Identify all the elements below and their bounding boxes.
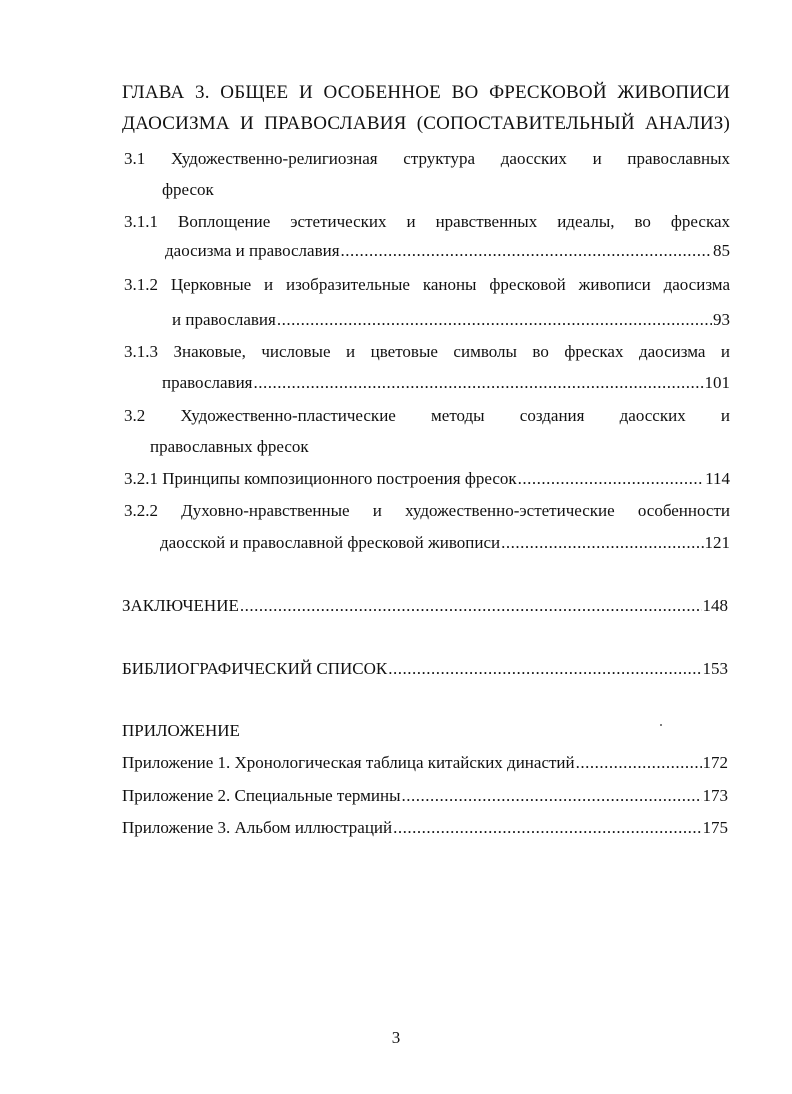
toc-entry-3-1-3 bbox=[162, 372, 730, 394]
toc-section-3-2-2-line-1: 3.2.2 Духовно-нравственные и художественно-эстетические особенности bbox=[124, 501, 730, 520]
toc-entry-conclusion bbox=[122, 595, 728, 617]
toc-page-number: 85 bbox=[713, 241, 730, 260]
chapter-title-line-2: ДАОСИЗМА И ПРАВОСЛАВИЯ (СОПОСТАВИТЕЛЬНЫЙ АНАЛИЗ) bbox=[122, 113, 730, 134]
toc-entry-label: Приложение 3. Альбом иллюстраций bbox=[122, 818, 393, 837]
toc-entry-label: и православия bbox=[172, 310, 276, 329]
scan-speck bbox=[660, 724, 662, 726]
toc-section-3-1-3-line-1: 3.1.3 Знаковые, числовые и цветовые символы во фресках даосизма и bbox=[124, 342, 730, 361]
toc-section-3-1-line-1: 3.1 Художественно-религиозная структура даосских и православных bbox=[124, 149, 730, 168]
toc-entry-3-1-2 bbox=[172, 309, 730, 331]
toc-page-number: 173 bbox=[702, 786, 728, 805]
toc-section-3-1-1-line-1: 3.1.1 Воплощение эстетических и нравственных идеалы, во фресках bbox=[124, 212, 730, 231]
toc-entry-label: ЗАКЛЮЧЕНИЕ bbox=[122, 596, 239, 615]
toc-entry-label: даосской и православной фресковой живописи bbox=[160, 533, 501, 552]
toc-page-number: 101 bbox=[704, 373, 730, 392]
toc-entry-label: Приложение 2. Специальные термины bbox=[122, 786, 401, 805]
toc-section-3-1-line-2: фресок bbox=[162, 180, 214, 199]
leader-dots bbox=[501, 532, 703, 554]
leader-dots bbox=[254, 372, 704, 394]
toc-section-3-1-2-line-1: 3.1.2 Церковные и изобразительные каноны фресковой живописи даосизма bbox=[124, 275, 730, 294]
toc-page-number: 175 bbox=[702, 818, 728, 837]
toc-entry-3-1-1 bbox=[165, 240, 730, 262]
leader-dots bbox=[576, 752, 702, 774]
toc-section-3-2-line-2: православных фресок bbox=[150, 437, 309, 456]
toc-page-number: 93 bbox=[713, 310, 730, 329]
leader-dots bbox=[402, 785, 702, 807]
leader-dots bbox=[518, 468, 704, 490]
toc-page-number: 114 bbox=[705, 469, 730, 488]
toc-page-number: 153 bbox=[702, 659, 728, 678]
toc-entry-label: даосизма и православия bbox=[165, 241, 340, 260]
toc-page-number: 121 bbox=[704, 533, 730, 552]
leader-dots bbox=[277, 309, 712, 331]
chapter-title-line-1: ГЛАВА 3. ОБЩЕЕ И ОСОБЕННОЕ ВО ФРЕСКОВОЙ ЖИВОПИСИ bbox=[122, 82, 730, 103]
toc-entry-3-2-2 bbox=[160, 532, 730, 554]
toc-page-number: 148 bbox=[702, 596, 728, 615]
leader-dots bbox=[388, 658, 701, 680]
appendix-heading: ПРИЛОЖЕНИЕ bbox=[122, 721, 240, 740]
toc-entry-label: Приложение 1. Хронологическая таблица китайских династий bbox=[122, 753, 575, 772]
toc-entry-appendix-3 bbox=[122, 817, 728, 839]
toc-section-3-2-line-1: 3.2 Художественно-пластические методы создания даосских и bbox=[124, 406, 730, 425]
toc-entry-bibliography bbox=[122, 658, 728, 680]
toc-entry-appendix-2 bbox=[122, 785, 728, 807]
page-number: 3 bbox=[391, 1028, 401, 1047]
leader-dots bbox=[240, 595, 702, 617]
toc-entry-label: БИБЛИОГРАФИЧЕСКИЙ СПИСОК bbox=[122, 659, 388, 678]
toc-entry-3-2-1 bbox=[124, 468, 730, 490]
leader-dots bbox=[341, 240, 712, 262]
toc-entry-label: 3.2.1 Принципы композиционного построения фресок bbox=[124, 469, 517, 488]
toc-entry-label: православия bbox=[162, 373, 253, 392]
toc-page-number: 172 bbox=[702, 753, 728, 772]
leader-dots bbox=[393, 817, 701, 839]
toc-entry-appendix-1 bbox=[122, 752, 728, 774]
